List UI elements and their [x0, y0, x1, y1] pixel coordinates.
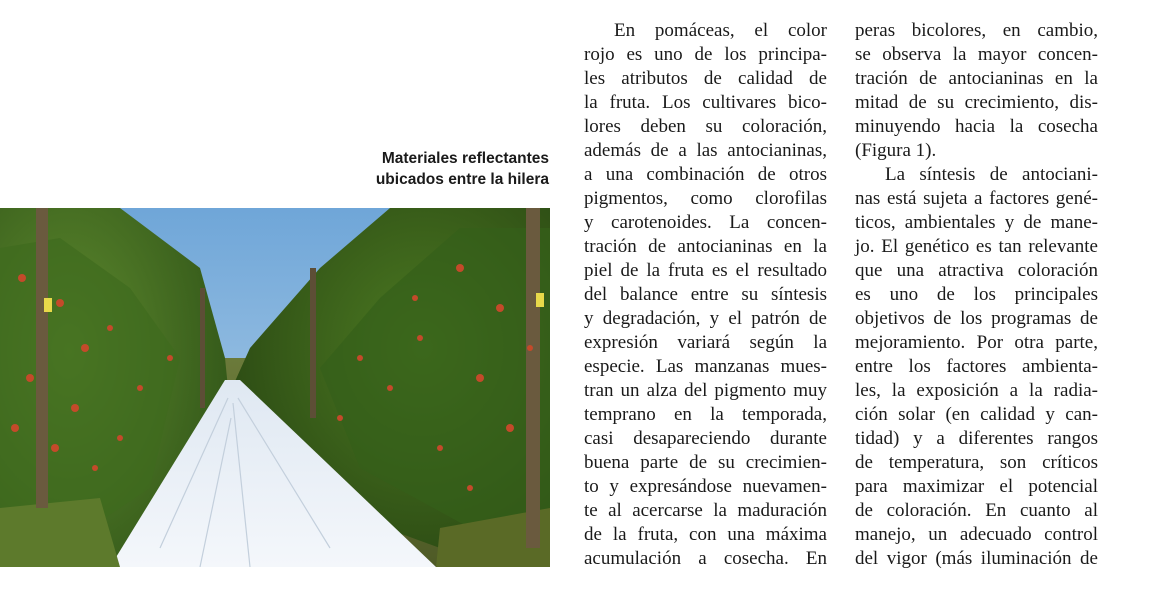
body-text-line: y degradación, y el patrón de	[584, 308, 827, 329]
caption-line-1: Materiales reflectantes	[381, 150, 549, 167]
body-text-line: les, la exposición a la radia-	[855, 380, 1098, 401]
body-text-line: La síntesis de antociani-	[885, 164, 1098, 185]
body-text-line: se observa la mayor concen-	[855, 44, 1098, 65]
body-text-line: pigmentos, como clorofilas	[584, 188, 827, 209]
photo-caption	[249, 148, 549, 190]
text-column-left	[584, 19, 827, 571]
body-text-line: les atributos de calidad de	[584, 68, 827, 89]
body-text-line: jo. El genético es tan relevante	[855, 236, 1098, 257]
body-text-line: para maximizar el potencial	[855, 476, 1098, 497]
body-text-line: entre los factores ambienta-	[855, 356, 1098, 377]
body-text-line: (Figura 1).	[855, 140, 937, 161]
body-text-line: expresión variará según la	[584, 332, 827, 353]
body-text-line: lores deben su coloración,	[584, 116, 827, 137]
body-text-line: especie. Las manzanas mues-	[584, 356, 827, 377]
body-text-line: En pomáceas, el color	[614, 20, 827, 41]
body-text-line: ción solar (en calidad y can-	[855, 404, 1098, 425]
body-text-line: minuyendo hacia la cosecha	[855, 116, 1098, 137]
body-text-line: y carotenoides. La concen-	[584, 212, 827, 233]
body-text-line: temprano en la temporada,	[584, 404, 827, 425]
body-text-line: manejo, un adecuado control	[855, 524, 1098, 545]
body-text-line: tración de antocianinas en la	[855, 68, 1098, 89]
body-text-line: es uno de los principales	[855, 284, 1098, 305]
body-text-line: piel de la fruta es el resultado	[584, 260, 827, 281]
body-text-line: de la fruta, con una máxima	[584, 524, 827, 545]
body-text-line: a una combinación de otros	[584, 164, 827, 185]
body-text-line: tración de antocianinas en la	[584, 236, 827, 257]
body-text-line: buena parte de su crecimien-	[584, 452, 827, 473]
body-text-line: de coloración. En cuanto al	[855, 500, 1098, 521]
body-text-line: tran un alza del pigmento muy	[584, 380, 827, 401]
body-text-line: la fruta. Los cultivares bico-	[584, 92, 827, 113]
body-text-line: acumulación a cosecha. En	[584, 548, 827, 569]
body-text-line: objetivos de los programas de	[855, 308, 1098, 329]
body-text-line: mejoramiento. Por otra parte,	[855, 332, 1098, 353]
body-text-line: además de a las antocianinas,	[584, 140, 827, 161]
body-text-line: tidad) y a diferentes rangos	[855, 428, 1098, 449]
orchard-photo	[0, 208, 550, 567]
body-text-line: de temperatura, son críticos	[855, 452, 1098, 473]
text-column-right	[855, 19, 1098, 571]
body-text-line: nas está sujeta a factores gené-	[855, 188, 1098, 209]
body-text-line: rojo es uno de los principa-	[584, 44, 827, 65]
body-text-line: peras bicolores, en cambio,	[855, 20, 1098, 41]
body-text-line: casi desapareciendo durante	[584, 428, 827, 449]
body-text-line: del vigor (más iluminación de	[855, 548, 1098, 569]
caption-line-2: ubicados entre la hilera	[375, 171, 549, 188]
body-text-line: que una atractiva coloración	[855, 260, 1098, 281]
body-text-line: te al acercarse la maduración	[584, 500, 827, 521]
body-text-line: del balance entre su síntesis	[584, 284, 827, 305]
body-text-line: to y expresándose nuevamen-	[584, 476, 827, 497]
body-text-line: mitad de su crecimiento, dis-	[855, 92, 1098, 113]
body-text-line: ticos, ambientales y de mane-	[855, 212, 1098, 233]
